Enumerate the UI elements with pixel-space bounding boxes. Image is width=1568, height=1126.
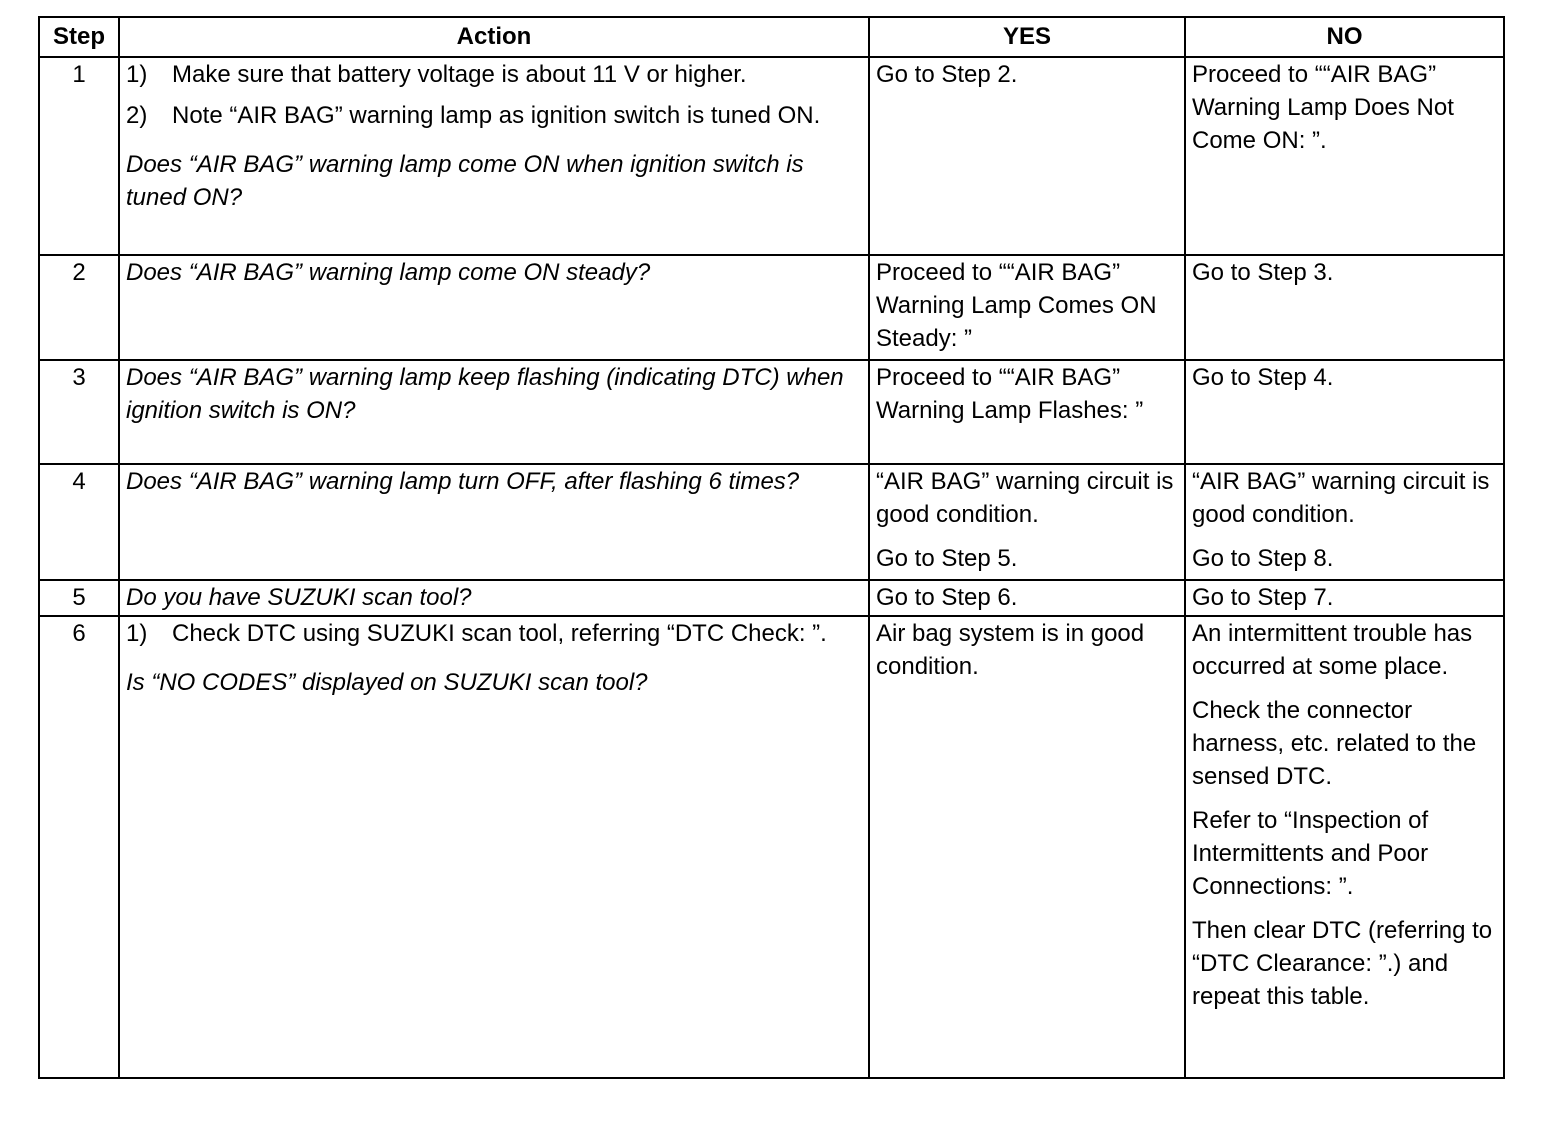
diagnosis-table (38, 16, 1505, 1079)
no-cell (1185, 360, 1504, 464)
action-cell (119, 616, 869, 1078)
table-row (39, 255, 1504, 360)
header-yes: YES (869, 17, 1185, 57)
step-number: 3 (39, 360, 119, 464)
table-row (39, 360, 1504, 464)
action-item-text: Check DTC using SUZUKI scan tool, referring “DTC Check: ”. (172, 620, 827, 647)
step-number: 2 (39, 255, 119, 360)
action-item-number: 1) (126, 61, 148, 88)
no-cell (1185, 57, 1504, 255)
header-action: Action (119, 17, 869, 57)
header-no: NO (1185, 17, 1504, 57)
no-text: Then clear DTC (referring to “DTC Clearance: ”.) and repeat this table. (1192, 917, 1493, 1010)
table-row (39, 57, 1504, 255)
no-text: Go to Step 8. (1192, 545, 1334, 572)
no-text: Proceed to ““AIR BAG” Warning Lamp Does Not Come ON: ”. (1192, 61, 1454, 154)
no-text: Go to Step 7. (1192, 584, 1334, 611)
yes-cell (869, 616, 1185, 1078)
no-cell (1185, 255, 1504, 360)
yes-cell (869, 255, 1185, 360)
no-text: Check the connector harness, etc. related to the sensed DTC. (1192, 697, 1477, 790)
table-row (39, 464, 1504, 580)
no-cell (1185, 616, 1504, 1078)
yes-text: Proceed to ““AIR BAG” Warning Lamp Flashes: ” (876, 364, 1144, 424)
action-cell (119, 464, 869, 580)
no-cell (1185, 464, 1504, 580)
action-cell (119, 580, 869, 616)
action-question: Is “NO CODES” displayed on SUZUKI scan tool? (126, 669, 648, 696)
yes-cell (869, 57, 1185, 255)
action-cell (119, 57, 869, 255)
yes-cell (869, 580, 1185, 616)
no-text: An intermittent trouble has occurred at some place. (1192, 620, 1473, 680)
step-number: 1 (39, 57, 119, 255)
yes-cell (869, 464, 1185, 580)
yes-text: “AIR BAG” warning circuit is good condition. (876, 468, 1174, 528)
step-number: 5 (39, 580, 119, 616)
yes-cell (869, 360, 1185, 464)
table-header-row (39, 17, 1504, 57)
action-item (126, 99, 862, 132)
no-cell (1185, 580, 1504, 616)
action-item-number: 2) (126, 102, 148, 129)
step-number: 6 (39, 616, 119, 1078)
action-question: Does “AIR BAG” warning lamp come ON when ignition switch is tuned ON? (126, 151, 804, 211)
no-text: Go to Step 4. (1192, 364, 1334, 391)
no-text: Refer to “Inspection of Intermittents and Poor Connections: ”. (1192, 807, 1429, 900)
yes-text: Go to Step 5. (876, 545, 1018, 572)
action-item-text: Note “AIR BAG” warning lamp as ignition switch is tuned ON. (172, 102, 821, 129)
action-item-text: Make sure that battery voltage is about 11 V or higher. (172, 61, 747, 88)
header-step: Step (39, 17, 119, 57)
yes-text: Air bag system is in good condition. (876, 620, 1145, 680)
yes-text: Go to Step 6. (876, 584, 1018, 611)
yes-text: Proceed to ““AIR BAG” Warning Lamp Comes ON Steady: ” (876, 259, 1157, 352)
table-row (39, 616, 1504, 1078)
action-question: Does “AIR BAG” warning lamp come ON steady? (126, 259, 651, 286)
action-item-number: 1) (126, 620, 148, 647)
no-text: “AIR BAG” warning circuit is good condition. (1192, 468, 1490, 528)
no-text: Go to Step 3. (1192, 259, 1334, 286)
action-cell (119, 360, 869, 464)
yes-text: Go to Step 2. (876, 61, 1018, 88)
action-item (126, 617, 862, 650)
action-question: Does “AIR BAG” warning lamp keep flashing (indicating DTC) when ignition switch is ON? (126, 364, 844, 424)
action-question: Does “AIR BAG” warning lamp turn OFF, after flashing 6 times? (126, 468, 800, 495)
step-number: 4 (39, 464, 119, 580)
table-row (39, 580, 1504, 616)
action-item (126, 58, 862, 91)
action-question: Do you have SUZUKI scan tool? (126, 584, 472, 611)
action-cell (119, 255, 869, 360)
